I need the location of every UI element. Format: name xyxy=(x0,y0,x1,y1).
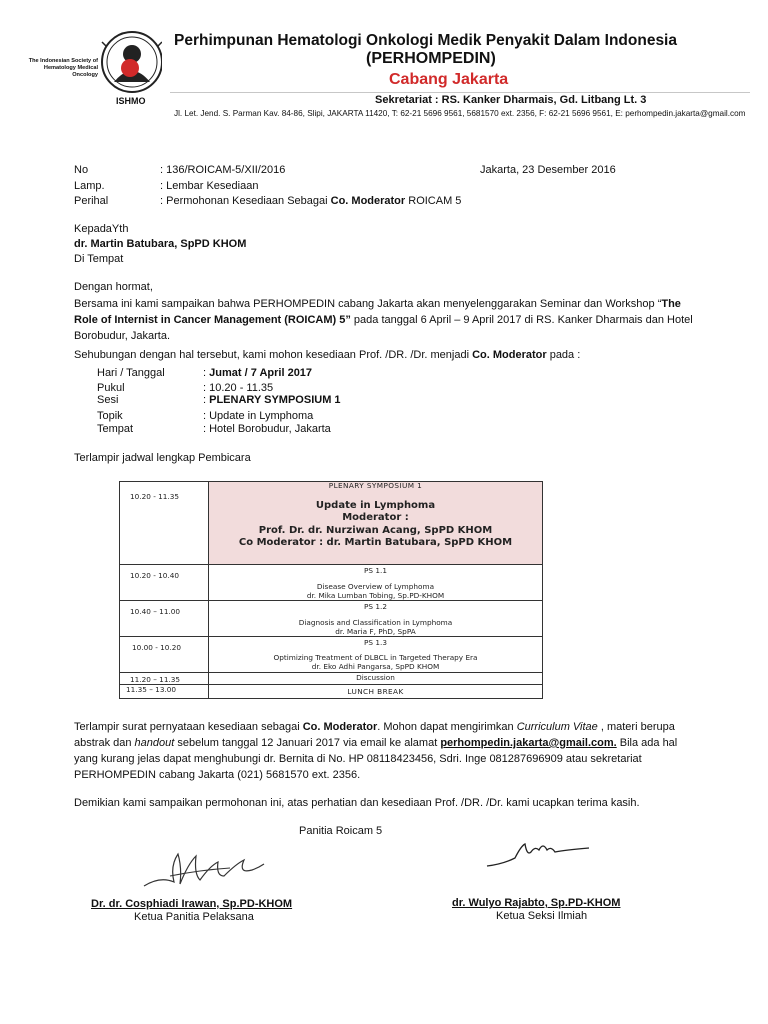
header-time: 10.20 - 11.35 xyxy=(120,482,209,565)
table-row xyxy=(120,685,543,699)
address-line: Jl. Let. Jend. S. Parman Kav. 84-86, Slipi, JAKARTA 11420, T: 62-21 5696 9561, 5681570 ext. 2356, F: 62-21 5696 9561, E: perhompedin.jakarta@gmail.com xyxy=(174,109,746,118)
time-value: : 10.20 - 11.35 xyxy=(203,382,274,394)
co-moderator-name: Co Moderator : dr. Martin Batubara, SpPD KHOM xyxy=(238,537,513,548)
paragraph-attachment: Terlampir surat pernyataan kesediaan sebagai Co. Moderator. Mohon dapat mengirimkan Curriculum Vitae , materi berupa abstrak dan handout sebelum tanggal 12 Januari 2017 via email ke alamat perhompedin.jakarta@gmail.com. Bila ada hal yang kurang jelas dapat menghubungi dr. Bernita di No. HP 08118423456, Sdri. Inge 081287696909 atau sekretariat PERHOMPEDIN cabang Jakarta (021) 5681570 ext. 2356. xyxy=(74,721,678,781)
lamp-label: Lamp. xyxy=(74,180,105,192)
attachment-note: Terlampir jadwal lengkap Pembicara xyxy=(74,452,251,464)
session-label: Sesi xyxy=(97,394,119,406)
moderator-name: Prof. Dr. dr. Nurziwan Acang, SpPD KHOM xyxy=(258,524,493,536)
row-title: Optimizing Treatment of DLBCL in Targeted Therapy Era xyxy=(273,653,478,662)
greeting: Dengan hormat, xyxy=(74,281,153,293)
row-speaker: dr. Mika Lumban Tobing, Sp.PD-KHOM xyxy=(306,591,445,600)
perihal-value: : Permohonan Kesediaan Sebagai Co. Moderator ROICAM 5 xyxy=(160,195,462,207)
no-value: : 136/ROICAM-5/XII/2016 xyxy=(160,164,286,176)
discussion-label: Discussion xyxy=(209,673,543,685)
no-label: No xyxy=(74,164,89,176)
left-signatory-name: Dr. dr. Cosphiadi Irawan, Sp.PD-KHOM xyxy=(91,898,293,910)
session-value: : PLENARY SYMPOSIUM 1 xyxy=(203,394,341,406)
branch-name: Cabang Jakarta xyxy=(389,71,509,88)
committee-label: Panitia Roicam 5 xyxy=(299,825,383,837)
time-label: Pukul xyxy=(97,382,125,394)
logo-caption: The Indonesian Society of Hematology Medical Oncology xyxy=(28,58,98,78)
day-value: : Jumat / 7 April 2017 xyxy=(203,367,313,379)
lunch-time: 11.35 – 13.00 xyxy=(120,685,209,699)
recipient-place: Di Tempat xyxy=(74,253,124,265)
right-signatory-role: Ketua Seksi Ilmiah xyxy=(496,910,588,922)
row-title: Diagnosis and Classification in Lymphoma xyxy=(298,618,453,627)
venue-value: : Hotel Borobudur, Jakarta xyxy=(203,423,331,435)
ishmo-logo xyxy=(26,22,162,110)
paragraph-request: Sehubungan dengan hal tersebut, kami mohon kesediaan Prof. /DR. /Dr. menjadi Co. Moderator pada : xyxy=(74,349,581,361)
letter-date: Jakarta, 23 Desember 2016 xyxy=(480,164,616,176)
row-speaker: dr. Eko Adhi Pangarsa, SpPD KHOM xyxy=(311,662,440,671)
venue-label: Tempat xyxy=(97,423,134,435)
program-table xyxy=(119,481,543,699)
left-signatory-role: Ketua Panitia Pelaksana xyxy=(134,911,254,923)
row-code: PS 1.2 xyxy=(364,602,387,611)
table-row xyxy=(120,637,543,673)
row-time: 10.40 – 11.00 xyxy=(120,601,209,637)
table-row xyxy=(120,601,543,637)
row-speaker: dr. Maria F, PhD, SpPA xyxy=(335,627,416,636)
row-content xyxy=(209,637,543,673)
logo-abbr: ISHMO xyxy=(116,96,146,106)
row-code: PS 1.1 xyxy=(364,566,387,575)
org-name: Perhimpunan Hematologi Onkologi Medik Penyakit Dalam Indonesia xyxy=(174,32,677,49)
row-content xyxy=(209,601,543,637)
right-signature-icon xyxy=(485,836,595,876)
row-title: Disease Overview of Lymphoma xyxy=(316,582,435,591)
row-code: PS 1.3 xyxy=(364,638,387,647)
discussion-time: 11.20 – 11.35 xyxy=(120,673,209,685)
lamp-value: : Lembar Kesediaan xyxy=(160,180,259,192)
recipient-name: dr. Martin Batubara, SpPD KHOM xyxy=(74,238,247,250)
session-topic: Update in Lymphoma xyxy=(315,499,436,511)
row-time: 10.00 - 10.20 xyxy=(120,637,209,673)
topic-label: Topik xyxy=(97,410,123,422)
moderator-label: Moderator : xyxy=(342,512,409,523)
table-row xyxy=(120,482,543,565)
topic-value: : Update in Lymphoma xyxy=(203,410,314,422)
row-time: 10.20 - 10.40 xyxy=(120,565,209,601)
closing-paragraph: Demikian kami sampaikan permohonan ini, atas perhatian dan kesediaan Prof. /DR. /Dr. kami ucapkan terima kasih. xyxy=(74,797,640,809)
left-signature-icon xyxy=(140,846,270,896)
recipient-kepada: KepadaYth xyxy=(74,223,129,235)
org-abbr: (PERHOMPEDIN) xyxy=(366,50,496,67)
header-divider xyxy=(170,92,750,93)
session-header-cell xyxy=(209,482,543,565)
perihal-label: Perihal xyxy=(74,195,109,207)
contact-email[interactable]: perhompedin.jakarta@gmail.com. xyxy=(440,737,617,749)
lunch-label: LUNCH BREAK xyxy=(209,685,543,699)
session-title: PLENARY SYMPOSIUM 1 xyxy=(328,480,423,490)
table-row xyxy=(120,565,543,601)
row-content xyxy=(209,565,543,601)
paragraph-intro: Bersama ini kami sampaikan bahwa PERHOMPEDIN cabang Jakarta akan menyelenggarakan Seminar dan Workshop “The Role of Internist in Cancer Management (ROICAM) 5” pada tanggal 6 April – 9 April 2017 di RS. Kanker Dharmais dan Hotel Borobudur, Jakarta. xyxy=(74,298,693,342)
secretariat: Sekretariat : RS. Kanker Dharmais, Gd. Litbang Lt. 3 xyxy=(375,94,647,106)
day-label: Hari / Tanggal xyxy=(97,367,165,379)
table-row xyxy=(120,673,543,685)
right-signatory-name: dr. Wulyo Rajabto, Sp.PD-KHOM xyxy=(452,897,621,909)
